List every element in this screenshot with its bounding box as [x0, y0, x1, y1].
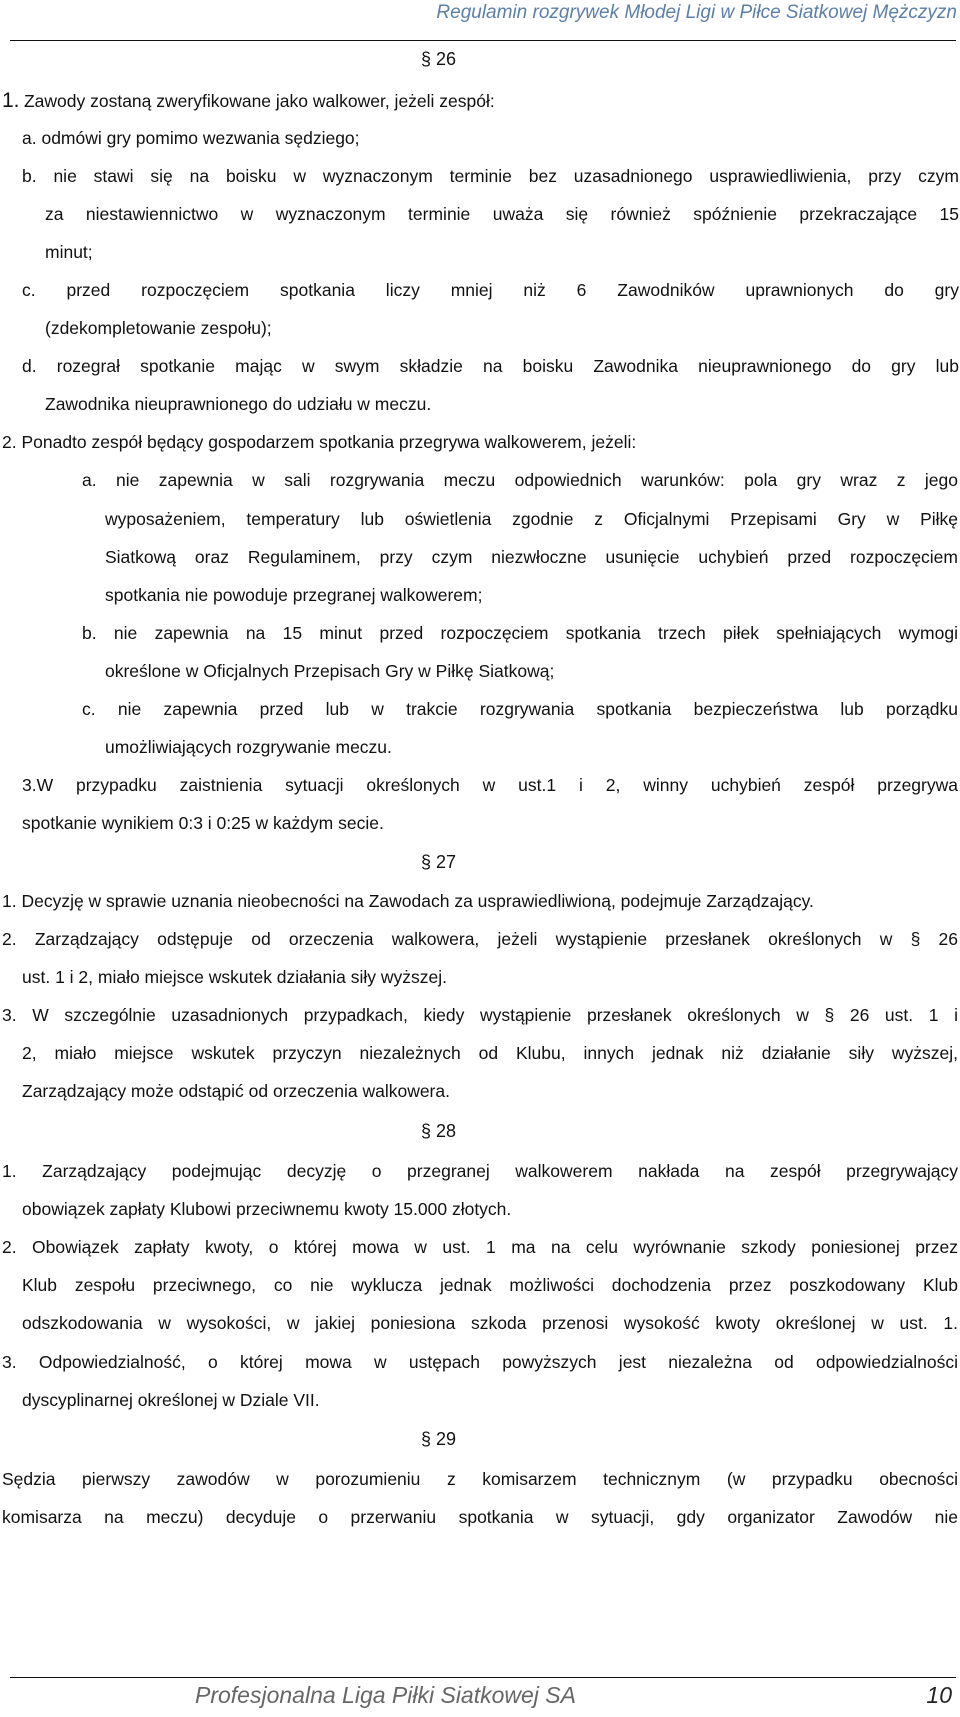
section-heading-26: § 26 [421, 49, 457, 69]
page-number: 10 [926, 1682, 952, 1708]
s26-item-a: a. odmówi gry pomimo wezwania sędziego; [22, 128, 360, 148]
s26-point-2-b-line-1: b. nie zapewnia na 15 minut przed rozpoczęciem spotkania trzech piłek spełniających wymogi [82, 623, 958, 643]
s26-item-b-line-2: za niestawiennictwo w wyznaczonym terminie uważa się również spóźnienie przekraczające 15 [45, 204, 959, 224]
footer-divider [10, 1677, 956, 1678]
s26-item-c-line-1: c. przed rozpoczęciem spotkania liczy mniej niż 6 Zawodników uprawnionych do gry [22, 280, 959, 300]
s26-item-b-line-3: minut; [45, 242, 93, 262]
s26-point-1-text: Zawody zostaną zweryfikowane jako walkower, jeżeli zespół: [23, 91, 495, 111]
s26-point-2-a-line-3: Siatkową oraz Regulaminem, przy czym niezwłoczne usunięcie uchybień przed rozpoczęciem [105, 547, 958, 567]
s26-item-c-line-2: (zdekompletowanie zespołu); [45, 318, 272, 338]
s27-point-2-line-2: ust. 1 i 2, miało miejsce wskutek działania siły wyższej. [22, 967, 448, 987]
s26-point-2-c-line-2: umożliwiających rozgrywanie meczu. [105, 737, 392, 757]
s26-point-2-c-line-1: c. nie zapewnia przed lub w trakcie rozgrywania spotkania bezpieczeństwa lub porządku [82, 699, 958, 719]
s26-item-b-line-1: b. nie stawi się na boisku w wyznaczonym terminie bez uzasadnionego usprawiedliwienia, przy czym [22, 166, 959, 186]
s28-point-2-line-3: odszkodowania w wysokości, w jakiej poniesiona szkoda przenosi wysokość kwoty określonej w ust. 1. [22, 1313, 958, 1333]
s26-point-2-a-line-4: spotkania nie powoduje przegranej walkowerem; [105, 585, 483, 605]
s29-line-2: komisarza na meczu) decyduje o przerwaniu spotkania w sytuacji, gdy organizator Zawodów nie [2, 1507, 958, 1527]
s26-point-2-a-line-2: wyposażeniem, temperatury lub oświetlenia zgodnie z Oficjalnymi Przepisami Gry w Piłkę [105, 509, 958, 529]
s28-point-2-line-2: Klub zespołu przeciwnego, co nie wyklucza jednak możliwości dochodzenia przez poszkodowany Klub [22, 1275, 958, 1295]
s28-point-3-line-2: dyscyplinarnej określonej w Dziale VII. [22, 1390, 320, 1410]
s26-point-2: 2. Ponadto zespół będący gospodarzem spotkania przegrywa walkowerem, jeżeli: [2, 432, 637, 452]
footer-organization: Profesjonalna Liga Piłki Siatkowej SA [195, 1682, 576, 1708]
section-heading-28: § 28 [421, 1121, 457, 1141]
section-heading-27: § 27 [421, 852, 457, 872]
s28-point-2-line-1: 2. Obowiązek zapłaty kwoty, o której mowa w ust. 1 ma na celu wyrównanie szkody poniesionej przez [2, 1237, 958, 1257]
s26-point-3-line-2: spotkanie wynikiem 0:3 i 0:25 w każdym secie. [22, 813, 384, 833]
page-header [0, 0, 960, 44]
s27-point-3-line-2: 2, miało miejsce wskutek przyczyn niezależnych od Klubu, innych jednak niż działanie siły wyższej, [22, 1043, 958, 1063]
s28-point-1-line-2: obowiązek zapłaty Klubowi przeciwnemu kwoty 15.000 złotych. [22, 1199, 512, 1219]
s26-point-2-b-line-2: określone w Oficjalnych Przepisach Gry w Piłkę Siatkową; [105, 661, 555, 681]
s26-item-d-line-1: d. rozegrał spotkanie mając w swym składzie na boisku Zawodnika nieuprawnionego do gry lub [22, 356, 959, 376]
s26-point-2-a-line-1: a. nie zapewnia w sali rozgrywania meczu odpowiednich warunków: pola gry wraz z jego [82, 470, 958, 490]
s27-point-3-line-1: 3. W szczególnie uzasadnionych przypadkach, kiedy wystąpienie przesłanek określonych w § 26 ust. 1 i [2, 1005, 958, 1025]
document-title: Regulamin rozgrywek Młodej Ligi w Piłce Siatkowej Mężczyzn [436, 2, 957, 23]
s26-point-1-number: 1. [2, 89, 20, 112]
section-heading-29: § 29 [421, 1429, 457, 1449]
s27-point-2-line-1: 2. Zarządzający odstępuje od orzeczenia walkowera, jeżeli wystąpienie przesłanek określonych w § 26 [2, 929, 958, 949]
s29-line-1: Sędzia pierwszy zawodów w porozumieniu z komisarzem technicznym (w przypadku obecności [2, 1469, 958, 1489]
s26-point-3-line-1: 3.W przypadku zaistnienia sytuacji określonych w ust.1 i 2, winny uchybień zespół przegrywa [22, 775, 958, 795]
s28-point-3-line-1: 3. Odpowiedzialność, o której mowa w ustępach powyższych jest niezależna od odpowiedzialności [2, 1352, 958, 1372]
header-divider [10, 40, 956, 41]
s26-point-1 [2, 89, 495, 113]
s27-point-3-line-3: Zarządzający może odstąpić od orzeczenia walkowera. [22, 1081, 450, 1101]
s28-point-1-line-1: 1. Zarządzający podejmując decyzję o przegranej walkowerem nakłada na zespół przegrywający [2, 1161, 958, 1181]
s27-point-1: 1. Decyzję w sprawie uznania nieobecności na Zawodach za usprawiedliwioną, podejmuje Zarządzający. [2, 891, 814, 911]
s26-item-d-line-2: Zawodnika nieuprawnionego do udziału w meczu. [45, 394, 432, 414]
